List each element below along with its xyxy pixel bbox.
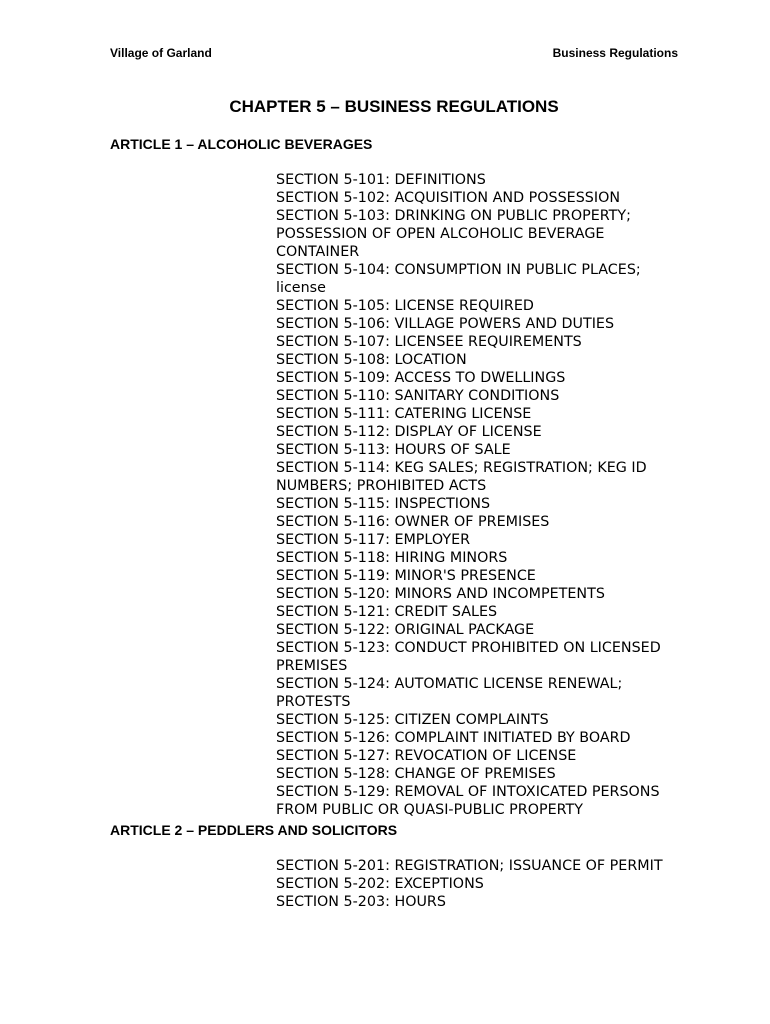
article-1-heading: ARTICLE 1 – ALCOHOLIC BEVERAGES [110,136,373,152]
section-entry: SECTION 5-127: REVOCATION OF LICENSE [276,748,577,764]
section-entry: SECTION 5-122: ORIGINAL PACKAGE [276,622,535,638]
section-entry: SECTION 5-115: INSPECTIONS [276,496,491,512]
section-entry: SECTION 5-104: CONSUMPTION IN PUBLIC PLACES; license [276,262,641,296]
chapter-title: CHAPTER 5 – BUSINESS REGULATIONS [229,97,559,116]
header-village-name: Village of Garland [110,46,212,60]
article-2-heading: ARTICLE 2 – PEDDLERS AND SOLICITORS [110,822,398,838]
section-entry: SECTION 5-124: AUTOMATIC LICENSE RENEWAL; PROTESTS [276,676,623,710]
section-entry: SECTION 5-125: CITIZEN COMPLAINTS [276,712,549,728]
section-entry: SECTION 5-114: KEG SALES; REGISTRATION; KEG ID NUMBERS; PROHIBITED ACTS [276,460,647,494]
section-entry: SECTION 5-109: ACCESS TO DWELLINGS [276,370,566,386]
section-entry: SECTION 5-117: EMPLOYER [276,532,471,548]
section-entry: SECTION 5-123: CONDUCT PROHIBITED ON LICENSED PREMISES [276,640,661,674]
section-entry: SECTION 5-202: EXCEPTIONS [276,876,484,892]
section-entry: SECTION 5-110: SANITARY CONDITIONS [276,388,560,404]
section-entry: SECTION 5-120: MINORS AND INCOMPETENTS [276,586,605,602]
section-entry: SECTION 5-107: LICENSEE REQUIREMENTS [276,334,582,350]
header-document-title: Business Regulations [552,46,678,60]
section-entry: SECTION 5-101: DEFINITIONS [276,172,486,188]
section-entry: SECTION 5-121: CREDIT SALES [276,604,498,620]
section-entry: SECTION 5-105: LICENSE REQUIRED [276,298,534,314]
section-entry: SECTION 5-129: REMOVAL OF INTOXICATED PERSONS FROM PUBLIC OR QUASI-PUBLIC PROPERTY [276,784,660,818]
section-entry: SECTION 5-113: HOURS OF SALE [276,442,511,458]
section-entry: SECTION 5-119: MINOR'S PRESENCE [276,568,536,584]
section-entry: SECTION 5-106: VILLAGE POWERS AND DUTIES [276,316,615,332]
section-entry: SECTION 5-116: OWNER OF PREMISES [276,514,550,530]
article-2-section-list [276,857,686,911]
page-header [110,46,678,64]
section-entry: SECTION 5-112: DISPLAY OF LICENSE [276,424,542,440]
section-entry: SECTION 5-126: COMPLAINT INITIATED BY BOARD [276,730,631,746]
section-entry: SECTION 5-103: DRINKING ON PUBLIC PROPERTY; POSSESSION OF OPEN ALCOHOLIC BEVERAGE CONTAINER [276,208,631,260]
article-1-section-list [276,171,686,819]
section-entry: SECTION 5-111: CATERING LICENSE [276,406,532,422]
section-entry: SECTION 5-128: CHANGE OF PREMISES [276,766,556,782]
section-entry: SECTION 5-203: HOURS [276,894,446,910]
section-entry: SECTION 5-102: ACQUISITION AND POSSESSION [276,190,621,206]
section-entry: SECTION 5-108: LOCATION [276,352,467,368]
section-entry: SECTION 5-201: REGISTRATION; ISSUANCE OF PERMIT [276,858,663,874]
section-entry: SECTION 5-118: HIRING MINORS [276,550,508,566]
